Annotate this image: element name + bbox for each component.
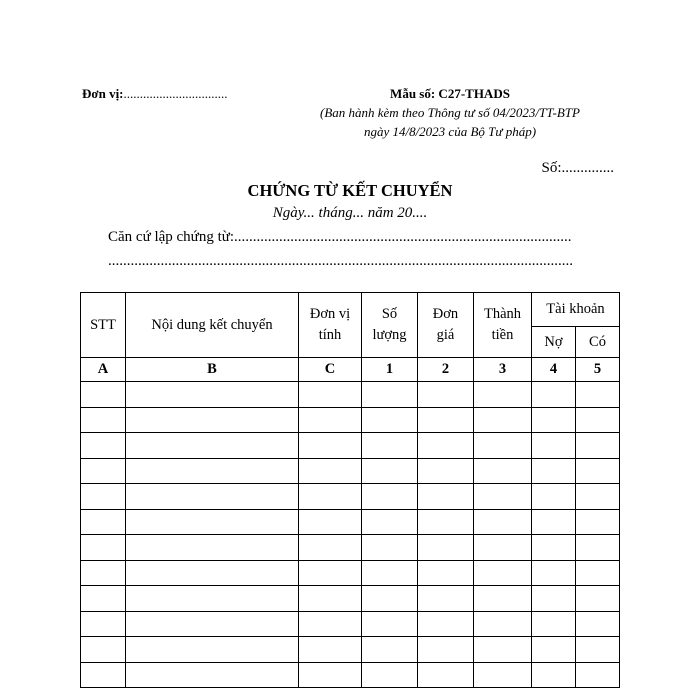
table-cell[interactable]: [576, 433, 620, 459]
column-code: 4: [532, 358, 576, 382]
table-cell[interactable]: [576, 458, 620, 484]
table-cell[interactable]: [474, 637, 532, 663]
table-cell[interactable]: [299, 586, 362, 612]
table-cell[interactable]: [576, 637, 620, 663]
table-cell[interactable]: [474, 433, 532, 459]
table-cell[interactable]: [576, 484, 620, 510]
table-cell[interactable]: [418, 382, 474, 408]
table-cell[interactable]: [532, 611, 576, 637]
table-cell[interactable]: [474, 484, 532, 510]
table-cell[interactable]: [126, 458, 299, 484]
table-cell[interactable]: [362, 484, 418, 510]
table-cell[interactable]: [576, 586, 620, 612]
table-cell[interactable]: [126, 611, 299, 637]
table-cell[interactable]: [81, 407, 126, 433]
table-row: [81, 407, 620, 433]
table-cell[interactable]: [362, 382, 418, 408]
column-code: A: [81, 358, 126, 382]
table-cell[interactable]: [126, 433, 299, 459]
column-code: C: [299, 358, 362, 382]
document-number: Số:..............: [541, 160, 614, 176]
table-cell[interactable]: [474, 382, 532, 408]
table-cell[interactable]: [362, 535, 418, 561]
table-cell[interactable]: [532, 560, 576, 586]
table-row: [81, 560, 620, 586]
table-cell[interactable]: [362, 662, 418, 688]
table-cell[interactable]: [81, 611, 126, 637]
table-row: [81, 637, 620, 663]
basis-line-2: ............................................................................................................................: [108, 253, 573, 269]
header-account: Tài khoản: [532, 293, 620, 327]
table-cell[interactable]: [532, 484, 576, 510]
table-cell[interactable]: [81, 382, 126, 408]
table-cell[interactable]: [126, 560, 299, 586]
table-cell[interactable]: [126, 407, 299, 433]
document-date: Ngày... tháng... năm 20....: [272, 205, 428, 221]
table-cell[interactable]: [418, 637, 474, 663]
table-cell[interactable]: [418, 560, 474, 586]
table-cell[interactable]: [299, 535, 362, 561]
table-cell[interactable]: [126, 484, 299, 510]
table-cell[interactable]: [299, 662, 362, 688]
table-cell[interactable]: [418, 407, 474, 433]
table-cell[interactable]: [532, 509, 576, 535]
header-credit: Có: [576, 327, 620, 358]
header-quantity-line-1: Số: [381, 306, 398, 322]
table-cell[interactable]: [418, 611, 474, 637]
table-cell[interactable]: [81, 509, 126, 535]
table-cell[interactable]: [126, 535, 299, 561]
form-info: [300, 84, 600, 141]
table-cell[interactable]: [532, 382, 576, 408]
table-cell[interactable]: [299, 382, 362, 408]
table-cell[interactable]: [474, 407, 532, 433]
table-cell[interactable]: [474, 458, 532, 484]
table-cell[interactable]: [474, 509, 532, 535]
table-cell[interactable]: [299, 433, 362, 459]
table-row: [81, 484, 620, 510]
table-cell[interactable]: [532, 407, 576, 433]
table-cell[interactable]: [576, 407, 620, 433]
table-cell[interactable]: [418, 535, 474, 561]
table-cell[interactable]: [126, 662, 299, 688]
table-cell[interactable]: [81, 662, 126, 688]
table-cell[interactable]: [126, 382, 299, 408]
column-code: 1: [362, 358, 418, 382]
table-cell[interactable]: [362, 433, 418, 459]
table-cell[interactable]: [576, 382, 620, 408]
table-cell[interactable]: [81, 535, 126, 561]
header-price: [418, 293, 474, 358]
table-cell[interactable]: [418, 662, 474, 688]
table-cell[interactable]: [81, 458, 126, 484]
table-cell[interactable]: [81, 586, 126, 612]
table-row: [81, 586, 620, 612]
table-cell[interactable]: [81, 560, 126, 586]
table-cell[interactable]: [576, 662, 620, 688]
table-cell[interactable]: [532, 637, 576, 663]
form-code: Mẫu số: C27-THADS: [390, 86, 510, 101]
table-cell[interactable]: [418, 458, 474, 484]
table-cell[interactable]: [418, 509, 474, 535]
header-unit: [299, 293, 362, 358]
table-cell[interactable]: [362, 637, 418, 663]
table-cell[interactable]: [362, 458, 418, 484]
column-code-row: [81, 358, 620, 382]
table-cell[interactable]: [418, 586, 474, 612]
table-row: [81, 535, 620, 561]
basis-line-1: Căn cứ lập chứng từ:..........................................................................................: [108, 229, 572, 245]
header-price-line-1: Đơn: [432, 306, 459, 322]
unit-dots: ................................: [123, 86, 228, 101]
table-row: [81, 433, 620, 459]
table-cell[interactable]: [474, 586, 532, 612]
transfer-table: [80, 292, 620, 688]
header-amount: [474, 293, 532, 358]
table-body: [81, 382, 620, 688]
header-row-1: [81, 293, 620, 327]
header-debit: Nợ: [532, 327, 576, 358]
table-cell[interactable]: [362, 407, 418, 433]
table-row: [81, 611, 620, 637]
column-code: 2: [418, 358, 474, 382]
table-cell[interactable]: [362, 586, 418, 612]
table-cell[interactable]: [126, 637, 299, 663]
table-cell[interactable]: [418, 433, 474, 459]
table-cell[interactable]: [576, 611, 620, 637]
table-row: [81, 382, 620, 408]
header-amount-line-1: Thành: [483, 306, 522, 322]
column-code: 3: [474, 358, 532, 382]
table-cell[interactable]: [126, 509, 299, 535]
form-issued-line-2: ngày 14/8/2023 của Bộ Tư pháp): [363, 124, 537, 139]
table-cell[interactable]: [81, 484, 126, 510]
table-cell[interactable]: [418, 484, 474, 510]
table-cell[interactable]: [474, 560, 532, 586]
table-cell[interactable]: [299, 509, 362, 535]
table-cell[interactable]: [362, 509, 418, 535]
unit-label: Đơn vị:: [82, 86, 124, 101]
unit-line: [82, 86, 228, 102]
table-cell[interactable]: [576, 535, 620, 561]
table-cell[interactable]: [299, 484, 362, 510]
document-title: CHỨNG TỪ KẾT CHUYỂN: [247, 181, 453, 200]
header-quantity: [362, 293, 418, 358]
table-cell[interactable]: [532, 662, 576, 688]
table-cell[interactable]: [299, 611, 362, 637]
table-cell[interactable]: [532, 433, 576, 459]
column-code: B: [126, 358, 299, 382]
header-content: Nội dung kết chuyển: [126, 293, 299, 358]
table-cell[interactable]: [532, 535, 576, 561]
table-cell[interactable]: [126, 586, 299, 612]
header-quantity-line-2: lượng: [372, 327, 407, 343]
table-cell[interactable]: [81, 433, 126, 459]
table-cell[interactable]: [81, 637, 126, 663]
table-cell[interactable]: [299, 560, 362, 586]
form-issued-line-1: (Ban hành kèm theo Thông tư số 04/2023/TT-BTP: [320, 105, 580, 120]
header-unit-line-2: tính: [318, 327, 342, 343]
table-cell[interactable]: [362, 560, 418, 586]
header-unit-line-1: Đơn vị: [309, 306, 351, 322]
table-cell[interactable]: [474, 662, 532, 688]
table-cell[interactable]: [299, 407, 362, 433]
table-cell[interactable]: [362, 611, 418, 637]
table-cell[interactable]: [474, 611, 532, 637]
header-price-line-2: giá: [436, 327, 455, 343]
column-code: 5: [576, 358, 620, 382]
table-cell[interactable]: [474, 535, 532, 561]
table-cell[interactable]: [532, 458, 576, 484]
table-cell[interactable]: [532, 586, 576, 612]
table-row: [81, 509, 620, 535]
table-cell[interactable]: [576, 560, 620, 586]
header-stt: STT: [81, 293, 126, 358]
table-row: [81, 662, 620, 688]
header-amount-line-2: tiền: [491, 327, 514, 343]
table-cell[interactable]: [299, 637, 362, 663]
table-cell[interactable]: [576, 509, 620, 535]
table-cell[interactable]: [299, 458, 362, 484]
table-row: [81, 458, 620, 484]
